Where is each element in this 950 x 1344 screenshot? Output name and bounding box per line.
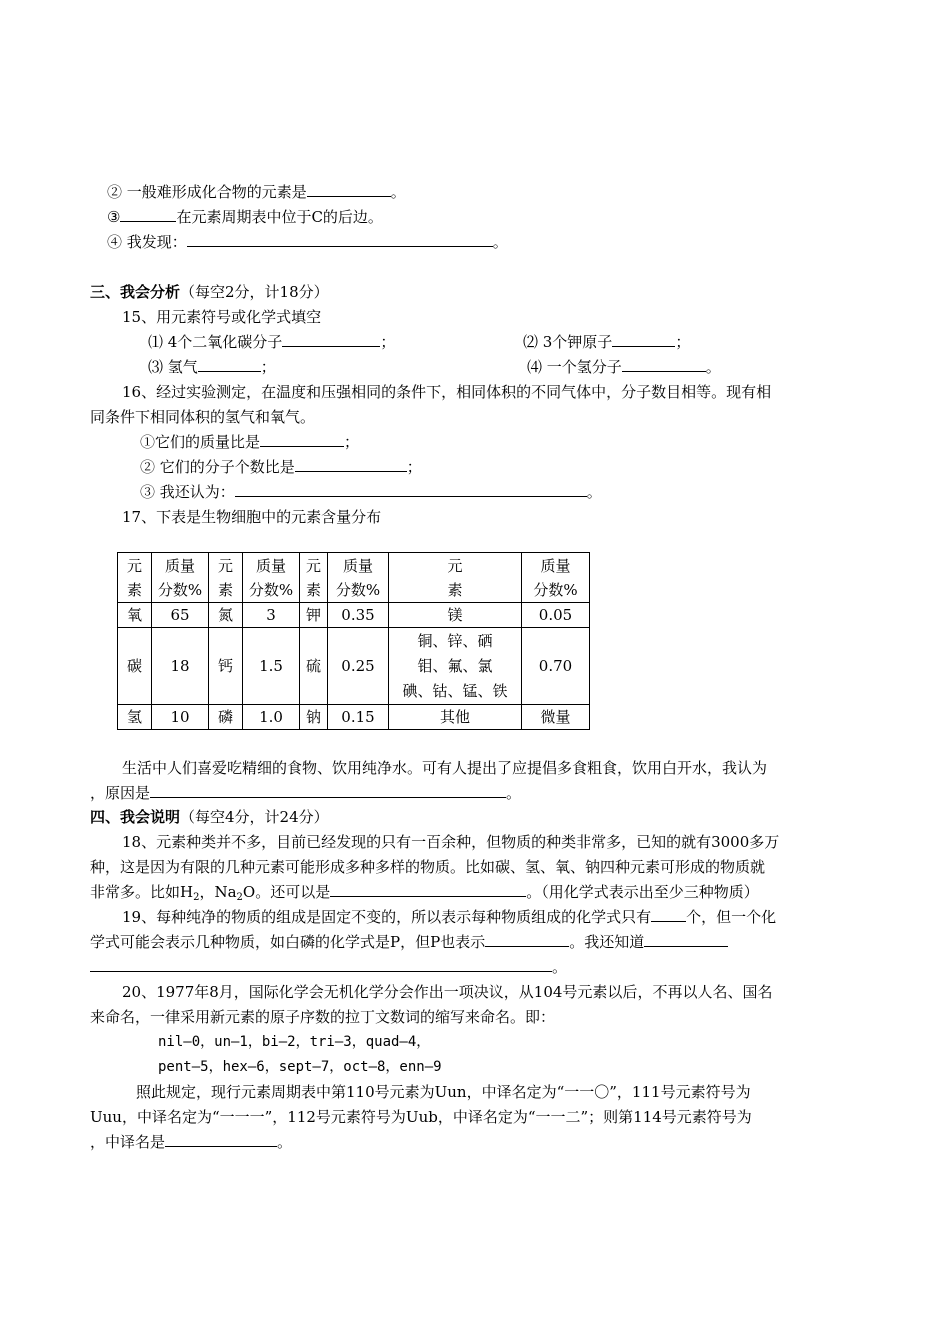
q16-b: ② 它们的分子个数比是 ；: [140, 458, 422, 476]
q15-a-blank[interactable]: [282, 331, 380, 347]
q19-line-1: 19、每种纯净的物质的组成是固定不变的，所以表示每种物质组成的化学式只有 个，但一个化: [122, 908, 777, 926]
q20-name-blank[interactable]: [165, 1131, 277, 1147]
table-cell: 硫: [300, 628, 328, 705]
q20-line-1: 20、1977年8月，国际化学会无机化学分会作出一项决议，从104号元素以后，不再以人名、国名: [122, 983, 773, 1001]
q17-reason-blank[interactable]: [150, 782, 506, 798]
q16-a: ①它们的质量比是 ；: [140, 433, 360, 451]
q19-know-blank-cont[interactable]: [90, 956, 552, 972]
q17-after-2: ，原因是 。: [90, 784, 522, 802]
q19-line-3: 。: [90, 956, 567, 978]
q4-line: ④ 我发现： 。: [107, 233, 508, 251]
q2-blank[interactable]: [307, 181, 391, 197]
header-cell: 元 素: [118, 553, 152, 603]
q18-line-3: 非常多。比如$H_2$，$Na_2O$。还可以是 。（用化学式表示出至少三种物质）: [90, 883, 759, 903]
table-cell: 氮: [209, 603, 243, 628]
trace-elements-line: 碘、钴、锰、铁: [402, 681, 508, 700]
q16-b-blank[interactable]: [295, 456, 407, 472]
header-cell: 质量 分数%: [152, 553, 209, 603]
q20-line-7: ，中译名是 。: [90, 1133, 293, 1151]
section4-heading: 四、我会说明（每空4分，计24分）: [90, 808, 329, 826]
section3-heading: 三、我会分析（每空2分，计18分）: [90, 283, 329, 301]
table-cell: 0.15: [328, 705, 389, 730]
q15-c: ⑶ 氢气 ；: [148, 358, 276, 376]
trace-elements-line: 钼、氟、氯: [417, 656, 493, 675]
table-cell: 碳: [118, 628, 152, 705]
table-cell: 65: [152, 603, 209, 628]
table-cell: 磷: [209, 705, 243, 730]
q20-roots-2: pent—5，hex—6，sept—7，oct—8，enn—9: [158, 1059, 442, 1075]
q18-line-2: 种，这是因为有限的几种元素可能形成多种多样的物质。比如碳、氢、氧、钠四种元素可形成的物质就: [90, 858, 766, 876]
table-cell: 氢: [118, 705, 152, 730]
q15-b-blank[interactable]: [612, 331, 675, 347]
table-cell: 1.5: [243, 628, 300, 705]
table-cell: 0.05: [522, 603, 590, 628]
table-cell: 18: [152, 628, 209, 705]
table-cell: 0.35: [328, 603, 389, 628]
q4-blank[interactable]: [187, 231, 493, 247]
q18-blank[interactable]: [330, 881, 526, 897]
q20-roots-1: nil—0，un—1，bi—2，tri—3，quad—4，: [158, 1034, 431, 1050]
table-cell: 微量: [522, 705, 590, 730]
header-cell: 元 素: [389, 553, 522, 603]
element-content-table: [117, 552, 590, 730]
q3-line: ③ 在元素周期表中位于C的后边。: [107, 208, 383, 226]
q16-stem-1: 16、经过实验测定，在温度和压强相同的条件下，相同体积的不同气体中，分子数目相等。现有相: [122, 383, 772, 401]
header-cell: 质量 分数%: [328, 553, 389, 603]
table-cell: 钾: [300, 603, 328, 628]
q18-line-1: 18、元素种类并不多，目前已经发现的只有一百余种，但物质的种类非常多，已知的就有3000多万: [122, 833, 780, 851]
header-cell: 元 素: [209, 553, 243, 603]
table-cell: 镁: [389, 603, 522, 628]
table-cell: 钙: [209, 628, 243, 705]
q16-a-blank[interactable]: [260, 431, 344, 447]
header-cell: 质量 分数%: [243, 553, 300, 603]
table-cell: 其他: [389, 705, 522, 730]
table-header-row: [118, 553, 590, 603]
table-cell: 0.70: [522, 628, 590, 705]
q19-know-blank[interactable]: [644, 931, 728, 947]
q20-line-5: 照此规定，现行元素周期表中第110号元素为Uun，中译名定为“一一〇”，111号元素符号为: [136, 1083, 751, 1101]
q15-stem: 15、用元素符号或化学式填空: [122, 308, 322, 326]
q19-count-blank[interactable]: [651, 906, 686, 922]
table-cell: 10: [152, 705, 209, 730]
q15-b: ⑵ 3个钾原子 ；: [523, 333, 691, 351]
table-row: [118, 705, 590, 730]
q15-d: ⑷ 一个氢分子 。: [527, 358, 721, 376]
table-cell: 氧: [118, 603, 152, 628]
q20-line-6: Uuu，中译名定为“一一一”，112号元素符号为Uub，中译名定为“一一二”；则第114号元素符号为: [90, 1108, 752, 1126]
q15-d-blank[interactable]: [622, 356, 706, 372]
q2-line: ② 一般难形成化合物的元素是 。: [107, 183, 406, 201]
table-row: [118, 603, 590, 628]
q19-line-2: 学式可能会表示几种物质，如白磷的化学式是P，但P也表示 。我还知道: [90, 931, 728, 953]
header-cell: 元 素: [300, 553, 328, 603]
q20-line-2: 来命名，一律采用新元素的原子序数的拉丁文数词的缩写来命名。即：: [90, 1008, 556, 1026]
q15-c-blank[interactable]: [198, 356, 261, 372]
q19-p-blank[interactable]: [485, 931, 569, 947]
header-cell: 质量 分数%: [522, 553, 590, 603]
table-cell: 1.0: [243, 705, 300, 730]
table-cell: 钠: [300, 705, 328, 730]
table-cell: 0.25: [328, 628, 389, 705]
table-cell: 3: [243, 603, 300, 628]
q16-c-blank[interactable]: [235, 481, 587, 497]
q16-c: ③ 我还认为： 。: [140, 483, 602, 501]
trace-elements-line: 铜、锌、硒: [417, 631, 493, 650]
table-cell-trace-elements: [389, 628, 522, 705]
q16-stem-2: 同条件下相同体积的氢气和氧气。: [90, 408, 316, 426]
table-row: [118, 628, 590, 705]
q17-stem: 17、下表是生物细胞中的元素含量分布: [122, 508, 382, 526]
q17-after-1: 生活中人们喜爱吃精细的食物、饮用纯净水。可有人提出了应提倡多食粗食，饮用白开水，我认为: [122, 759, 768, 777]
q3-blank[interactable]: [120, 206, 176, 222]
q15-a: ⑴ 4个二氧化碳分子 ；: [148, 333, 396, 351]
